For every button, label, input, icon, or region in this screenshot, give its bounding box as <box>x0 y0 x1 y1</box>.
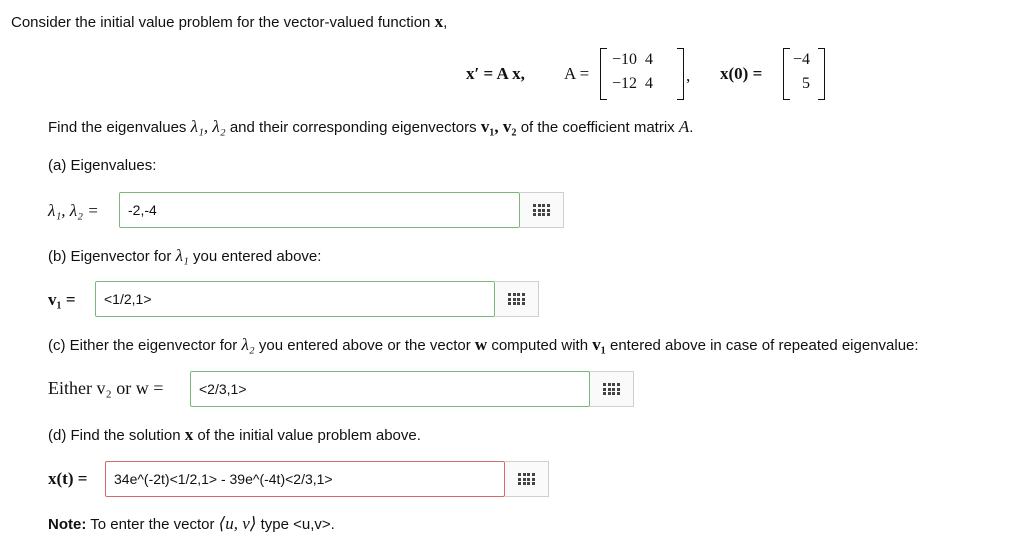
solution-input[interactable]: 34e^(-2t)<1/2,1> - 39e^(-4t)<2/3,1> <box>105 461 505 497</box>
ode-lhs: x′ = A x, <box>466 64 525 83</box>
part-b-heading <box>48 246 321 266</box>
matrix-a-cell: −12 <box>612 75 638 92</box>
part-d-heading <box>48 425 421 445</box>
part-b-label: v₁ = <box>48 290 76 309</box>
part-a-heading: (a) Eigenvalues: <box>48 157 157 174</box>
matrix-a <box>600 48 684 100</box>
problem-intro <box>11 12 447 32</box>
x0-label: x(0) = <box>720 64 763 83</box>
part-b-heading-sym: λ₁ <box>175 246 189 265</box>
part-c-heading-pre: (c) Either the eigenvector for <box>48 337 238 354</box>
vector-x0-cell: 5 <box>802 75 811 92</box>
find-lambdas: λ₁, λ₂ <box>190 117 226 136</box>
find-vs: v₁, v₂ <box>480 117 517 136</box>
part-a-label: λ₁, λ₂ = <box>48 201 99 220</box>
part-c-heading-w: w <box>474 335 488 354</box>
find-end: . <box>689 119 694 136</box>
equation-sep: , <box>686 66 691 85</box>
matrix-a-cell: 4 <box>645 51 654 68</box>
keyboard-grid-icon[interactable] <box>590 371 634 407</box>
keyboard-grid-icon[interactable] <box>505 461 549 497</box>
part-b-heading-pre: (b) Eigenvector for <box>48 248 172 265</box>
note-vec: ⟨u, v⟩ <box>218 514 257 533</box>
note-label: Note: <box>48 516 87 533</box>
part-d-heading-pre: (d) Find the solution <box>48 427 181 444</box>
ode-equation <box>466 64 525 84</box>
eigenvalues-input[interactable]: -2,-4 <box>119 192 520 228</box>
part-c-heading-mid2: computed with <box>491 337 589 354</box>
find-instruction <box>48 117 693 137</box>
part-c-heading-sym: λ₂ <box>241 335 255 354</box>
vector-x0-cell: −4 <box>793 51 811 68</box>
part-c-heading-post: entered above in case of repeated eigenvalue: <box>610 337 919 354</box>
matrix-a-cell: 4 <box>645 75 654 92</box>
note <box>48 514 335 534</box>
find-mat: A <box>678 117 690 136</box>
matrix-a-label: A = <box>564 64 590 83</box>
intro-text: Consider the initial value problem for the vector-valued function <box>11 14 431 31</box>
intro-var: x <box>434 12 444 31</box>
part-c-heading-mid: you entered above or the vector <box>258 337 471 354</box>
keyboard-grid-icon[interactable] <box>495 281 539 317</box>
part-c-heading <box>48 335 919 355</box>
part-c-heading-v1: v₁ <box>592 335 606 354</box>
matrix-a-cell: −10 <box>612 51 638 68</box>
note-text-post: type <u,v>. <box>260 516 335 533</box>
part-d-heading-x: x <box>184 425 194 444</box>
find-mid: and their corresponding eigenvectors <box>229 119 477 136</box>
vector-x0 <box>783 48 825 100</box>
part-d-label: x(t) = <box>48 469 88 488</box>
keyboard-grid-icon[interactable] <box>520 192 564 228</box>
part-b-heading-post: you entered above: <box>193 248 322 265</box>
find-pre: Find the eigenvalues <box>48 119 187 136</box>
eigenvector-v2-input[interactable]: <2/3,1> <box>190 371 590 407</box>
intro-punct: , <box>443 14 448 31</box>
note-text-pre: To enter the vector <box>90 516 215 533</box>
part-d-heading-post: of the initial value problem above. <box>197 427 421 444</box>
find-post: of the coefficient matrix <box>520 119 675 136</box>
part-c-label: Either v₂ or w = <box>48 378 164 398</box>
eigenvector-v1-input[interactable]: <1/2,1> <box>95 281 495 317</box>
